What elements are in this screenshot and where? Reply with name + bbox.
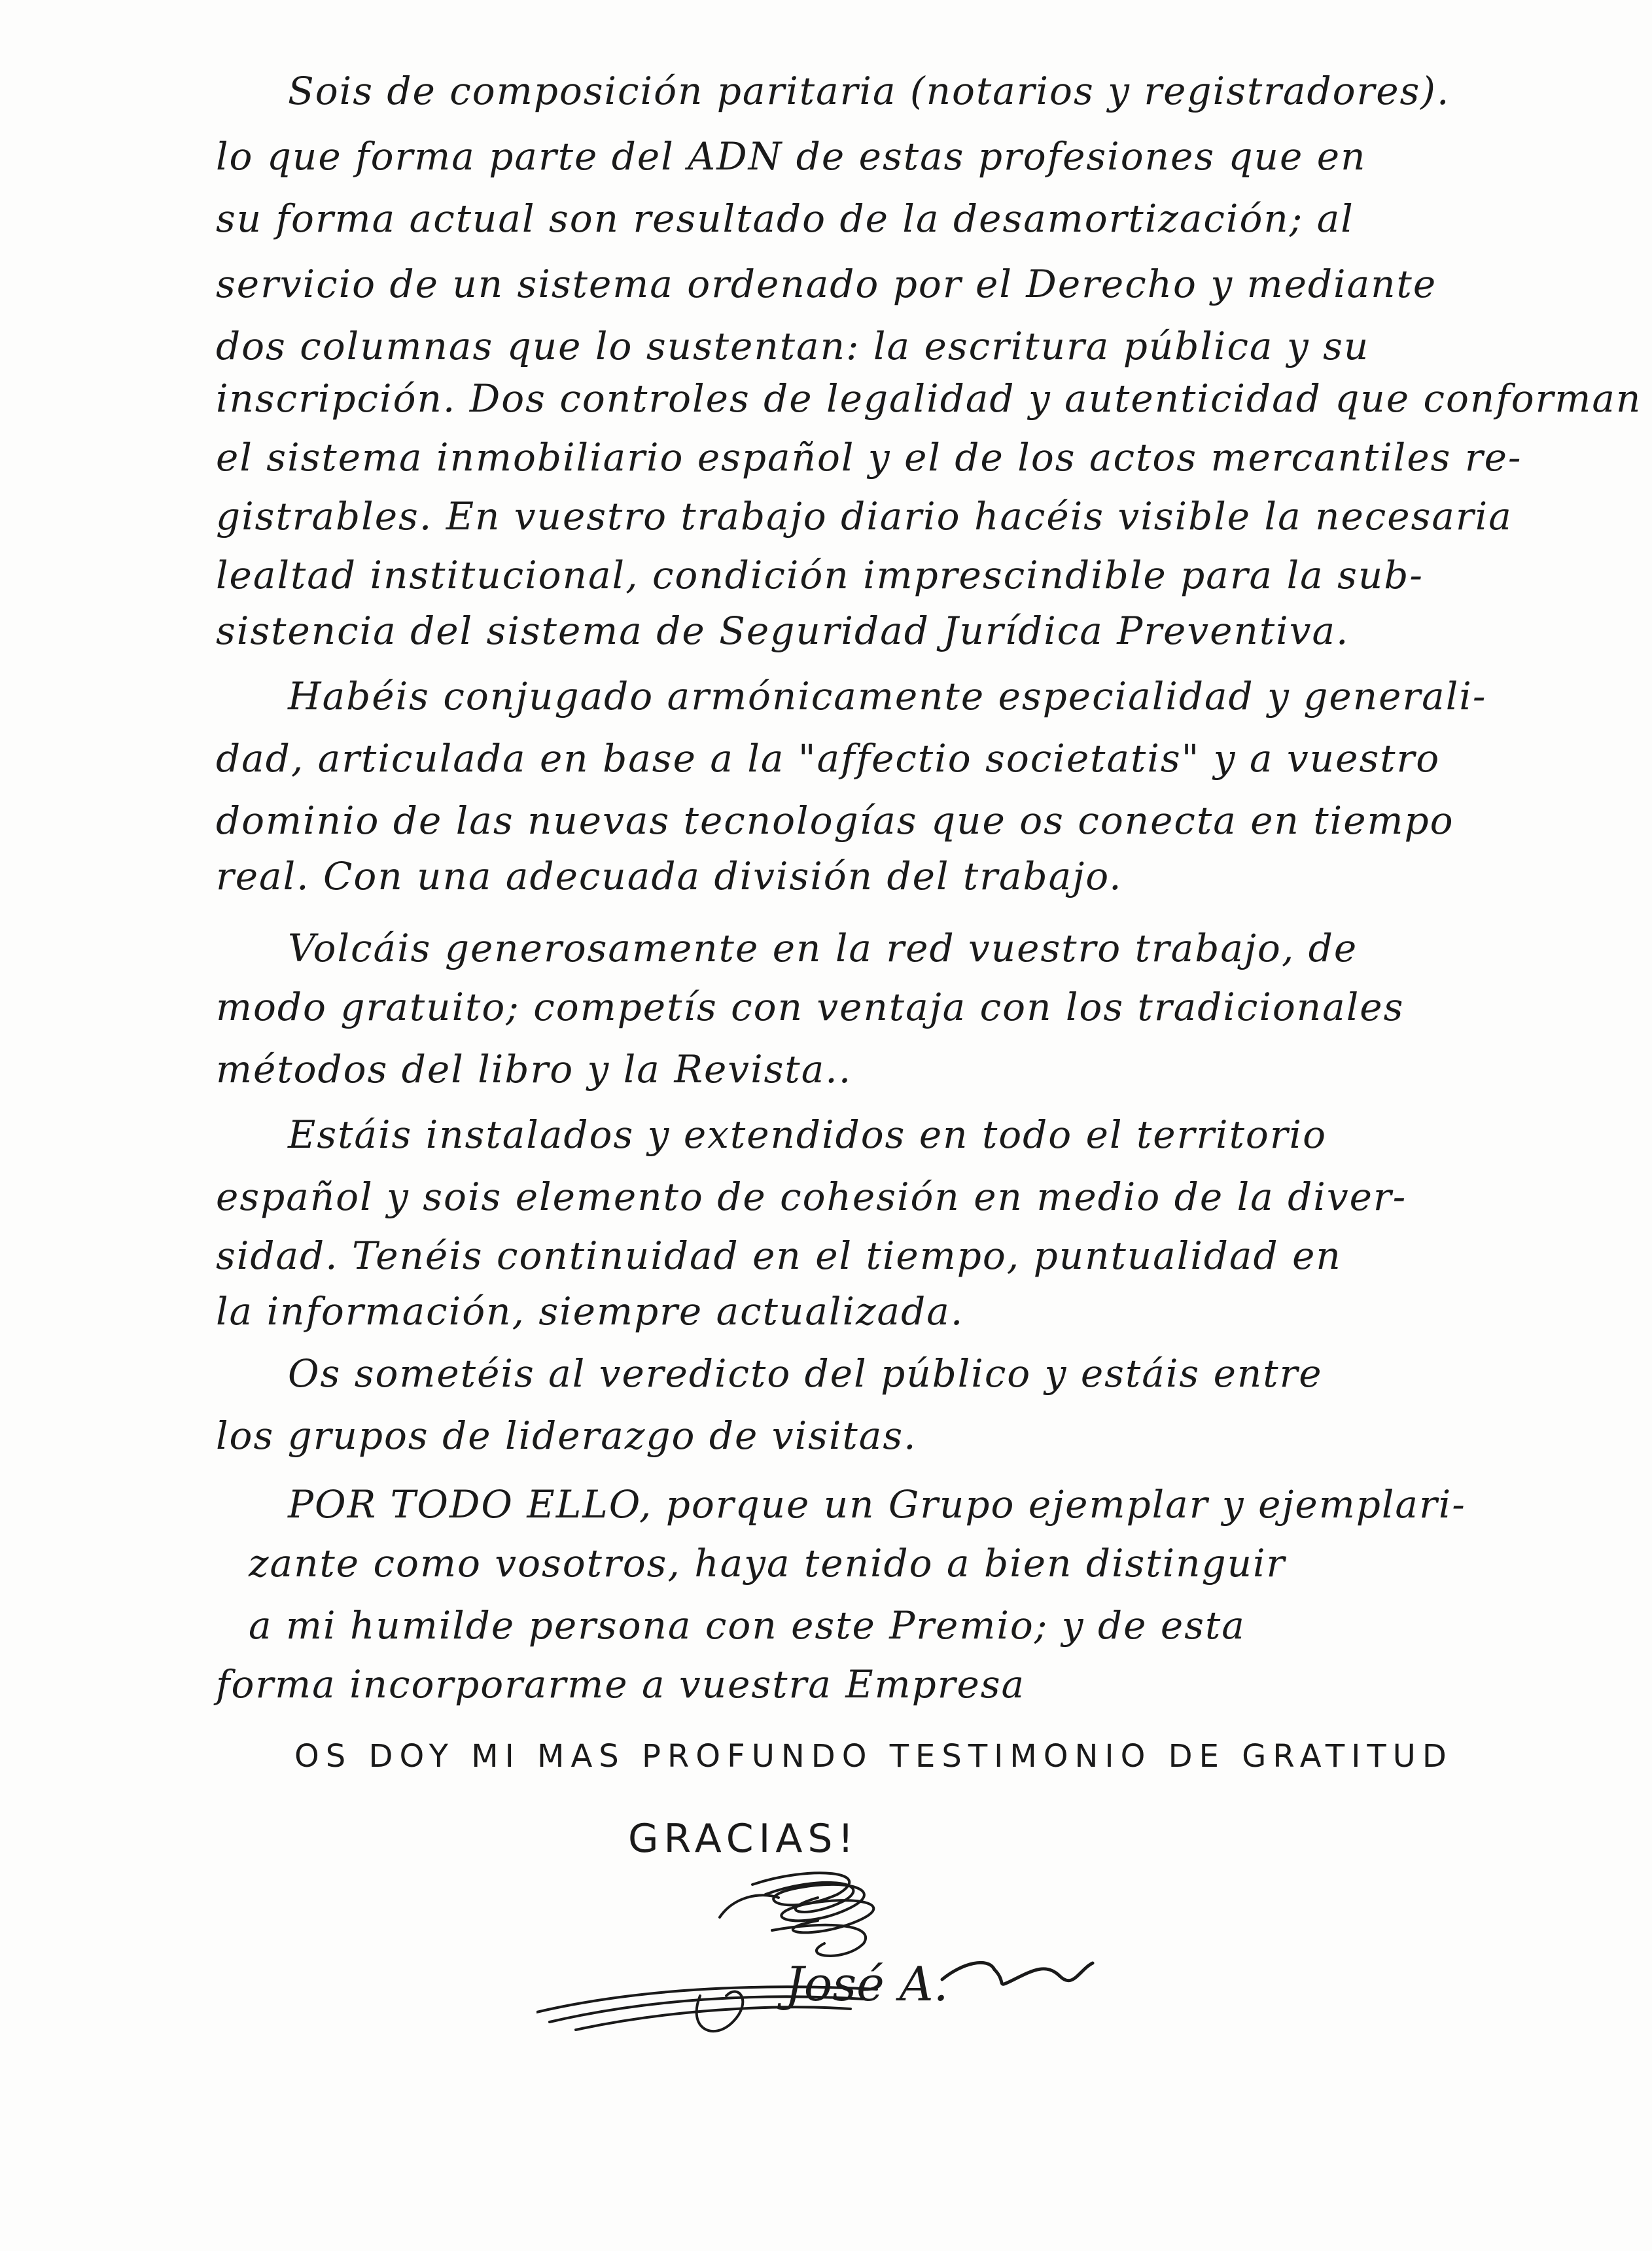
thanks-text: GRACIAS! xyxy=(628,1816,859,1862)
letter-line: forma incorporarme a vuestra Empresa xyxy=(216,1662,1026,1707)
letter-line: sistencia del sistema de Seguridad Jurídica Preventiva. xyxy=(216,609,1350,653)
letter-line: a mi humilde persona con este Premio; y de esta xyxy=(249,1603,1246,1648)
letter-line: servicio de un sistema ordenado por el Derecho y mediante xyxy=(216,262,1437,306)
letter-line: Estáis instalados y extendidos en todo el territorio xyxy=(288,1112,1327,1157)
letter-line: Habéis conjugado armónicamente especialidad y generali- xyxy=(288,674,1487,718)
letter-line: métodos del libro y la Revista.. xyxy=(216,1047,852,1091)
letter-line: dad, articulada en base a la "affectio societatis" y a vuestro xyxy=(216,736,1441,781)
letter-line: Os sometéis al veredicto del público y estáis entre xyxy=(288,1351,1323,1396)
letter-line: dos columnas que lo sustentan: la escritura pública y su xyxy=(216,324,1370,368)
letter-line: sidad. Tenéis continuidad en el tiempo, puntualidad en xyxy=(216,1233,1342,1278)
letter-line: zante como vosotros, haya tenido a bien distinguir xyxy=(249,1541,1286,1586)
letter-line: Volcáis generosamente en la red vuestro trabajo, de xyxy=(288,926,1358,970)
letter-line: inscripción. Dos controles de legalidad y autenticidad que conforman xyxy=(216,376,1642,421)
letter-line: lo que forma parte del ADN de estas profesiones que en xyxy=(216,134,1367,179)
signature xyxy=(536,1858,1230,2068)
letter-line: los grupos de liderazgo de visitas. xyxy=(216,1413,917,1458)
letter-line: español y sois elemento de cohesión en medio de la diver- xyxy=(216,1175,1407,1219)
letter-line: POR TODO ELLO, porque un Grupo ejemplar y ejemplari- xyxy=(288,1482,1466,1527)
signature-name: José A. xyxy=(785,1957,949,2012)
letter-line: lealtad institucional, condición imprescindible para la sub- xyxy=(216,553,1424,597)
letter-line: el sistema inmobiliario español y el de los actos mercantiles re- xyxy=(216,435,1522,480)
letter-line: gistrables. En vuestro trabajo diario hacéis visible la necesaria xyxy=(216,494,1513,539)
letter-line: la información, siempre actualizada. xyxy=(216,1289,964,1334)
closing-statement: OS DOY MI MAS PROFUNDO TESTIMONIO DE GRATITUD xyxy=(294,1738,1453,1775)
letter-line: modo gratuito; competís con ventaja con los tradicionales xyxy=(216,985,1405,1029)
letter-line: su forma actual son resultado de la desamortización; al xyxy=(216,196,1354,241)
letter-line: dominio de las nuevas tecnologías que os conecta en tiempo xyxy=(216,798,1454,843)
letter-line: real. Con una adecuada división del trabajo. xyxy=(216,854,1123,898)
letter-line: Sois de composición paritaria (notarios y registradores). xyxy=(288,69,1450,113)
